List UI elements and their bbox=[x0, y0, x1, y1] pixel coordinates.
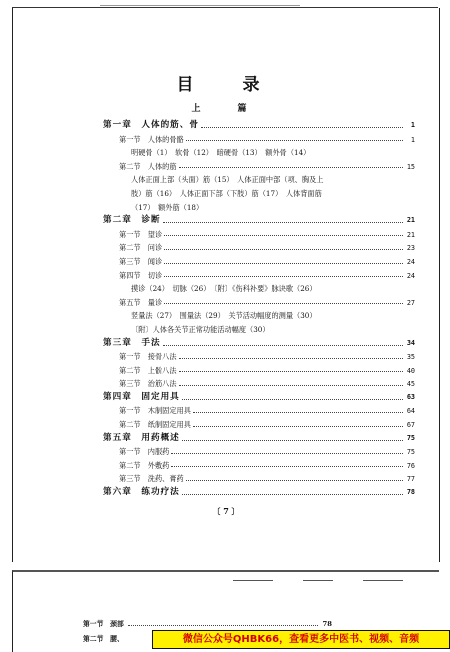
toc-page-number: 23 bbox=[406, 244, 415, 253]
page-subtitle: 上 篇 bbox=[191, 104, 261, 114]
toc-label: 第三节 治筋八法 bbox=[119, 379, 177, 389]
toc-page-number: 76 bbox=[406, 461, 415, 470]
toc-label: （17） 额外筋（18） bbox=[131, 202, 204, 212]
toc-subentry bbox=[103, 146, 415, 160]
toc-label: 第二节 问诊 bbox=[119, 243, 163, 253]
toc-page-number: 45 bbox=[406, 380, 415, 389]
leader-dots bbox=[186, 136, 403, 142]
toc-chapter bbox=[103, 432, 415, 446]
toc-subentry bbox=[103, 201, 415, 215]
toc-page-number: 64 bbox=[406, 407, 415, 416]
toc-chapter bbox=[103, 337, 415, 351]
toc-label: 第四章 固定用具 bbox=[103, 391, 180, 402]
toc-page-number: 34 bbox=[406, 338, 415, 347]
toc-label: 第一节 木制固定用具 bbox=[119, 406, 191, 416]
toc-page-number: 75 bbox=[406, 448, 415, 457]
toc-page-number: 35 bbox=[406, 353, 415, 362]
toc-page-number: 63 bbox=[406, 392, 415, 401]
toc-section bbox=[103, 377, 415, 391]
toc-section bbox=[103, 241, 415, 255]
toc-label: 肢）筋（16） 人体正面下部（下肢）筋（17） 人体背面筋 bbox=[131, 188, 322, 198]
toc-subentry bbox=[103, 309, 415, 323]
toc-label: 第六章 练功疗法 bbox=[103, 487, 180, 498]
leader-dots bbox=[164, 271, 403, 277]
header-dash bbox=[233, 580, 273, 581]
list-item-label: 第一节 颈部 bbox=[83, 620, 124, 628]
leader-dots bbox=[164, 244, 403, 250]
leader-dots bbox=[186, 475, 403, 481]
list-item bbox=[83, 618, 332, 628]
toc-subentry bbox=[103, 282, 415, 296]
toc-section bbox=[103, 472, 415, 486]
top-shadow-line bbox=[100, 5, 300, 6]
leader-dots bbox=[179, 380, 403, 386]
toc-chapter bbox=[103, 486, 415, 500]
toc-label: 第一节 接骨八法 bbox=[119, 352, 177, 362]
toc-label: 第一节 望诊 bbox=[119, 229, 163, 239]
toc-page-number: 77 bbox=[406, 475, 415, 484]
leader-dots bbox=[193, 407, 403, 413]
toc-section bbox=[103, 255, 415, 269]
toc-section bbox=[103, 445, 415, 459]
toc-label: 竖量法（27） 围量法（29） 关节活动幅度的测量（30） bbox=[131, 311, 317, 321]
toc-chapter bbox=[103, 214, 415, 228]
leader-dots bbox=[179, 367, 403, 373]
toc-label: 第二节 人体的筋 bbox=[119, 161, 177, 171]
leader-dots bbox=[164, 299, 403, 305]
leader-dots bbox=[171, 448, 403, 454]
toc-label: 第四节 切诊 bbox=[119, 270, 163, 280]
toc-page-number: 75 bbox=[406, 433, 415, 442]
leader-dots bbox=[182, 393, 403, 400]
toc-page-number: 21 bbox=[406, 216, 415, 225]
toc-label: 第二节 外敷药 bbox=[119, 460, 170, 470]
toc-label: 第二节 纸制固定用具 bbox=[119, 420, 191, 430]
leader-dots bbox=[182, 434, 403, 441]
toc-label: 第三节 闻诊 bbox=[119, 256, 163, 266]
toc-section bbox=[103, 160, 415, 174]
header-dash bbox=[303, 580, 333, 581]
page-title: 目 录 bbox=[176, 75, 276, 95]
toc-label: 第二节 上骱八法 bbox=[119, 365, 177, 375]
toc-label: 第一节 人体的骨骼 bbox=[119, 134, 184, 144]
leader-dots bbox=[171, 462, 403, 468]
toc-page bbox=[12, 8, 440, 562]
toc-section bbox=[103, 228, 415, 242]
toc-label: 第三章 手法 bbox=[103, 337, 161, 348]
toc-page-number: 1 bbox=[410, 135, 415, 144]
toc-page-number: 40 bbox=[406, 366, 415, 375]
toc-chapter bbox=[103, 391, 415, 405]
toc-page-number: 67 bbox=[406, 421, 415, 430]
toc-section bbox=[103, 364, 415, 378]
toc-subentry bbox=[103, 323, 415, 337]
toc-label: 第一章 人体的筋、骨 bbox=[103, 120, 199, 130]
toc-page-number: 21 bbox=[406, 230, 415, 239]
toc-label: 第二章 诊断 bbox=[103, 215, 161, 226]
leader-dots bbox=[164, 231, 403, 237]
leader-dots bbox=[179, 163, 403, 169]
leader-dots bbox=[164, 258, 403, 264]
toc-section bbox=[103, 269, 415, 283]
toc-section bbox=[103, 133, 415, 147]
leader-dots bbox=[163, 217, 403, 224]
promo-banner: 微信公众号QHBK66，查看更多中医书、视频、音频 bbox=[152, 630, 450, 649]
toc-page-number: 27 bbox=[406, 298, 415, 307]
toc-subentry bbox=[103, 173, 415, 187]
toc-page-number: 24 bbox=[406, 257, 415, 266]
list-item bbox=[83, 633, 124, 643]
toc-label: 摸诊（24） 切脉（26） 〔附〕《伤科补要》脉诀歌（26） bbox=[131, 284, 317, 294]
toc-page-number: 78 bbox=[406, 488, 415, 497]
leader-dots bbox=[179, 353, 403, 359]
header-dash bbox=[363, 580, 403, 581]
toc-label: 第三节 洗药、膏药 bbox=[119, 474, 184, 484]
toc-label: 〔附〕人体各关节正常功能活动幅度（30） bbox=[131, 324, 270, 334]
leader-dots bbox=[201, 122, 403, 129]
page-number: 〔 7 〕 bbox=[212, 506, 240, 516]
toc-section bbox=[103, 350, 415, 364]
toc-label: 人体正面上部（头面）筋（15） 人体正面中部（项、胸及上 bbox=[131, 175, 324, 185]
toc-section bbox=[103, 296, 415, 310]
leader-dots bbox=[128, 625, 318, 626]
leader-dots bbox=[182, 489, 403, 496]
toc-page-number: 1 bbox=[410, 121, 415, 129]
leader-dots bbox=[163, 339, 403, 346]
toc-section bbox=[103, 418, 415, 432]
toc-subentry bbox=[103, 187, 415, 201]
toc-page-number: 24 bbox=[406, 271, 415, 280]
toc-page-number: 15 bbox=[406, 162, 415, 171]
table-of-contents bbox=[103, 119, 415, 500]
toc-label: 第一节 内服药 bbox=[119, 447, 170, 457]
toc-label: 明硬骨（1） 软骨（12） 暗硬骨（13） 额外骨（14） bbox=[131, 148, 311, 158]
toc-chapter bbox=[103, 119, 415, 133]
toc-section bbox=[103, 459, 415, 473]
list-item-label: 第二节 腰、 bbox=[83, 635, 124, 643]
leader-dots bbox=[193, 421, 403, 427]
toc-label: 第五章 用药概述 bbox=[103, 432, 180, 443]
toc-section bbox=[103, 404, 415, 418]
list-item-page: 78 bbox=[322, 620, 332, 628]
toc-label: 第五节 量诊 bbox=[119, 297, 163, 307]
